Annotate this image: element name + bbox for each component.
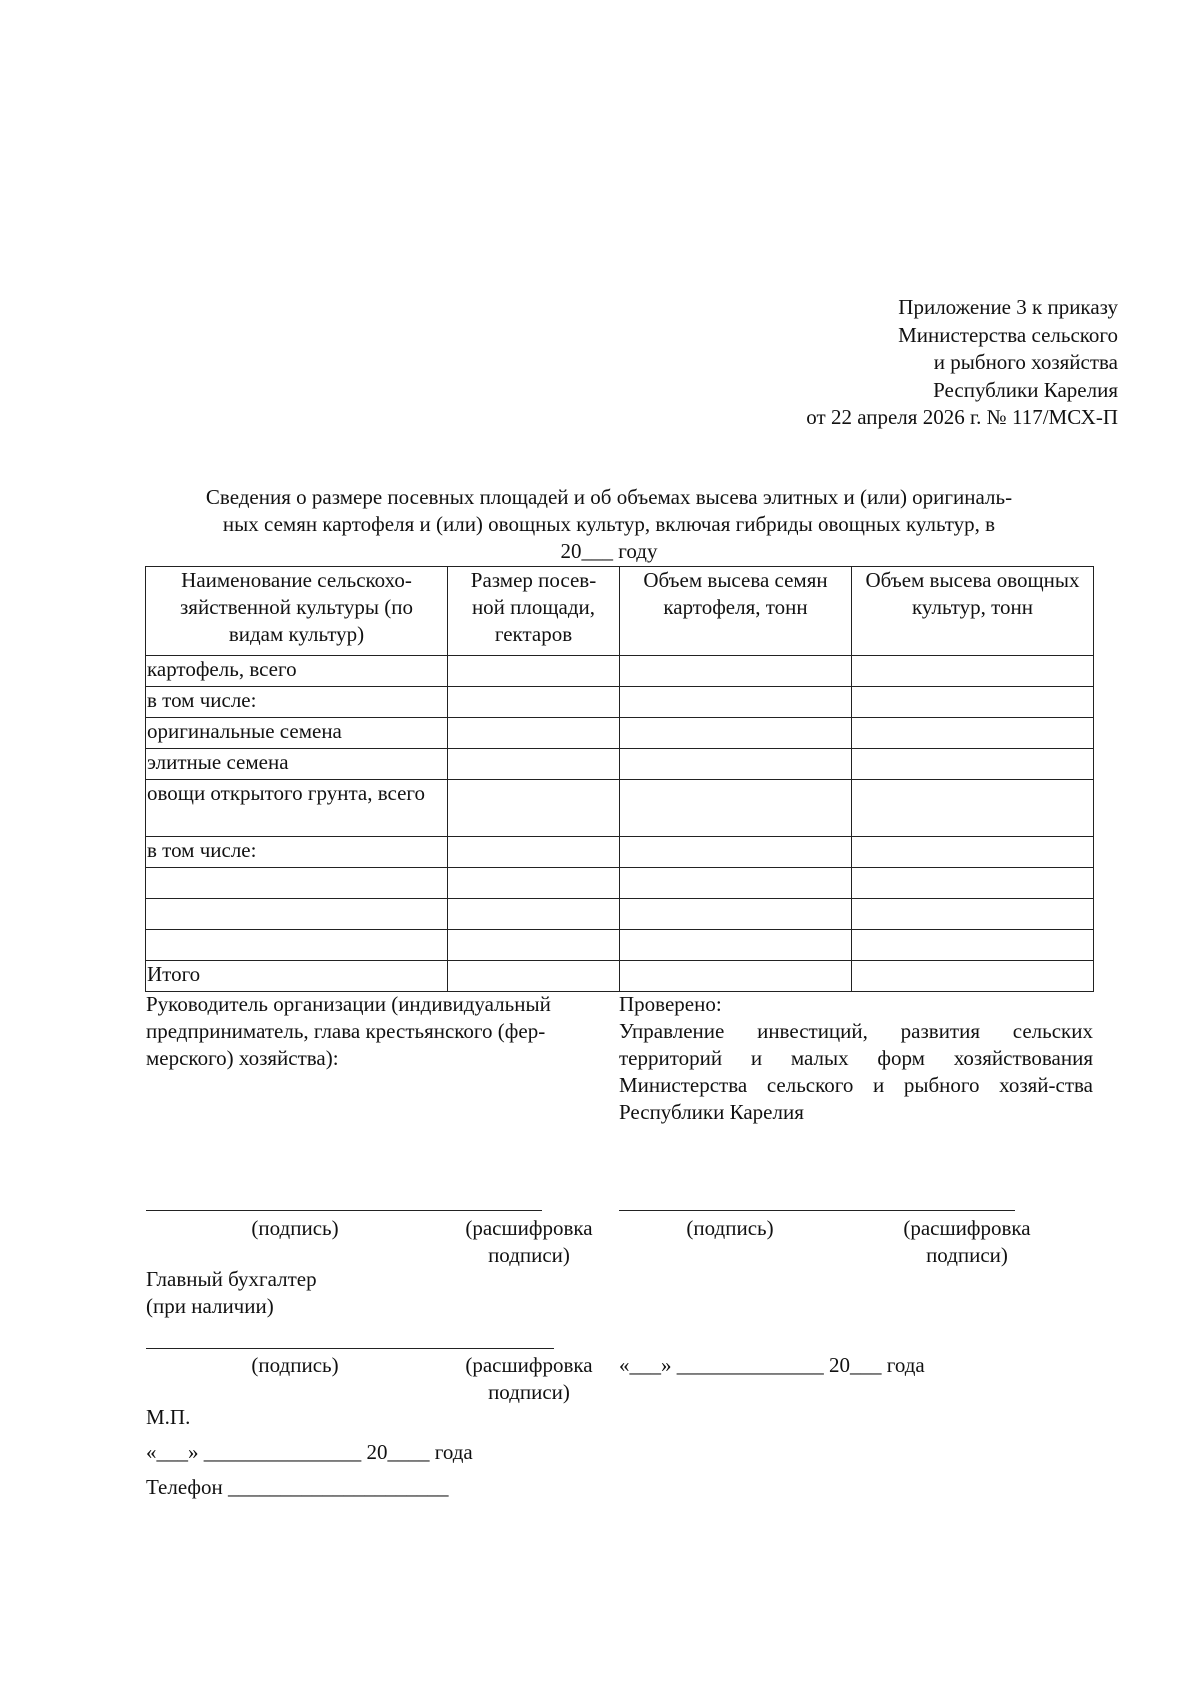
area-cell[interactable] (448, 780, 620, 837)
row-label[interactable] (146, 899, 448, 930)
decode-caption-line: (расшифровка (465, 1216, 593, 1240)
table-header-row (146, 567, 1094, 656)
decode-caption-line: подписи) (488, 1243, 570, 1267)
appendix-line: и рыбного хозяйства (933, 350, 1118, 374)
head-of-organization-label: Руководитель организации (индивидуальный предприниматель, глава крестьянского (фер-мерского) хозяйства): (146, 992, 551, 1070)
title-line: ных семян картофеля и (или) овощных культур, включая гибриды овощных культур, в (222, 512, 996, 536)
potato-volume-cell[interactable] (620, 837, 852, 868)
department-text: Управление инвестиций, развития сельских территорий и малых форм хозяйствования Министерства сельского и рыбного хозяй-ства Республики Карелия (619, 1019, 1093, 1124)
table-row (146, 899, 1094, 930)
crop-data-table (145, 566, 1094, 992)
decode-caption (452, 1352, 606, 1406)
potato-volume-cell[interactable] (620, 899, 852, 930)
potato-volume-cell[interactable] (620, 656, 852, 687)
decode-caption (890, 1215, 1044, 1269)
decode-caption-line: (расшифровка (465, 1353, 593, 1377)
appendix-header (806, 294, 1118, 432)
area-cell[interactable] (448, 656, 620, 687)
title-line: 20___ году (560, 539, 658, 563)
potato-volume-cell[interactable] (620, 780, 852, 837)
vegetable-volume-cell[interactable] (852, 749, 1094, 780)
signature-caption: (подпись) (251, 1353, 339, 1377)
vegetable-volume-cell[interactable] (852, 961, 1094, 992)
row-label: в том числе: (146, 837, 448, 868)
area-cell[interactable] (448, 718, 620, 749)
appendix-line: Приложение 3 к приказу (898, 295, 1118, 319)
area-cell[interactable] (448, 961, 620, 992)
signature-line[interactable] (619, 1210, 1015, 1211)
header-potato-volume: Объем высева семян картофеля, тонн (620, 567, 852, 656)
table-row (146, 961, 1094, 992)
vegetable-volume-cell[interactable] (852, 868, 1094, 899)
signature-caption: (подпись) (686, 1216, 774, 1240)
chief-accountant-line: Главный бухгалтер (146, 1267, 317, 1291)
area-cell[interactable] (448, 687, 620, 718)
signature-caption: (подпись) (251, 1216, 339, 1240)
decode-caption-line: подписи) (926, 1243, 1008, 1267)
table-row (146, 868, 1094, 899)
vegetable-volume-cell[interactable] (852, 930, 1094, 961)
table-row (146, 749, 1094, 780)
area-cell[interactable] (448, 899, 620, 930)
potato-volume-cell[interactable] (620, 961, 852, 992)
document-title (146, 484, 1072, 565)
appendix-line: Министерства сельского (898, 322, 1118, 347)
chief-accountant-label (146, 1266, 317, 1320)
row-label: элитные семена (146, 749, 448, 780)
row-label[interactable] (146, 930, 448, 961)
vegetable-volume-cell[interactable] (852, 718, 1094, 749)
area-cell[interactable] (448, 837, 620, 868)
signature-line[interactable] (146, 1210, 542, 1211)
decode-caption-line: (расшифровка (903, 1216, 1031, 1240)
area-cell[interactable] (448, 868, 620, 899)
accountant-signature-line[interactable] (146, 1348, 554, 1349)
potato-volume-cell[interactable] (620, 718, 852, 749)
vegetable-volume-cell[interactable] (852, 899, 1094, 930)
row-label: картофель, всего (146, 656, 448, 687)
potato-volume-cell[interactable] (620, 749, 852, 780)
phone-line[interactable]: Телефон _____________________ (146, 1475, 449, 1499)
row-label[interactable] (146, 868, 448, 899)
appendix-line: Республики Карелия (933, 377, 1118, 402)
row-label: Итого (146, 961, 448, 992)
stamp-label: М.П. (146, 1405, 191, 1429)
header-vegetable-volume: Объем высева овощных культур, тонн (852, 567, 1094, 656)
appendix-line: от 22 апреля 2026 г. № 117/МСХ-П (806, 405, 1118, 429)
title-line: Сведения о размере посевных площадей и об объемах высева элитных и (или) оригиналь- (205, 485, 1013, 509)
potato-volume-cell[interactable] (620, 687, 852, 718)
header-crop-name: Наименование сельскохо-зяйственной культуры (по видам культур) (146, 567, 448, 656)
table-row (146, 656, 1094, 687)
checked-label: Проверено: (619, 992, 722, 1016)
table-row (146, 780, 1094, 837)
potato-volume-cell[interactable] (620, 930, 852, 961)
row-label: в том числе: (146, 687, 448, 718)
vegetable-volume-cell[interactable] (852, 656, 1094, 687)
area-cell[interactable] (448, 749, 620, 780)
area-cell[interactable] (448, 930, 620, 961)
vegetable-volume-cell[interactable] (852, 837, 1094, 868)
check-date-line[interactable]: «___» ______________ 20___ года (619, 1353, 925, 1377)
row-label: оригинальные семена (146, 718, 448, 749)
table-row (146, 930, 1094, 961)
header-area: Размер посев-ной площади, гектаров (448, 567, 620, 656)
table-row (146, 837, 1094, 868)
date-line[interactable]: «___» _______________ 20____ года (146, 1440, 473, 1464)
potato-volume-cell[interactable] (620, 868, 852, 899)
decode-caption-line: подписи) (488, 1380, 570, 1404)
table-row (146, 718, 1094, 749)
vegetable-volume-cell[interactable] (852, 687, 1094, 718)
decode-caption (452, 1215, 606, 1269)
row-label: овощи открытого грунта, всего (146, 780, 448, 837)
vegetable-volume-cell[interactable] (852, 780, 1094, 837)
chief-accountant-line: (при наличии) (146, 1294, 274, 1318)
table-row (146, 687, 1094, 718)
